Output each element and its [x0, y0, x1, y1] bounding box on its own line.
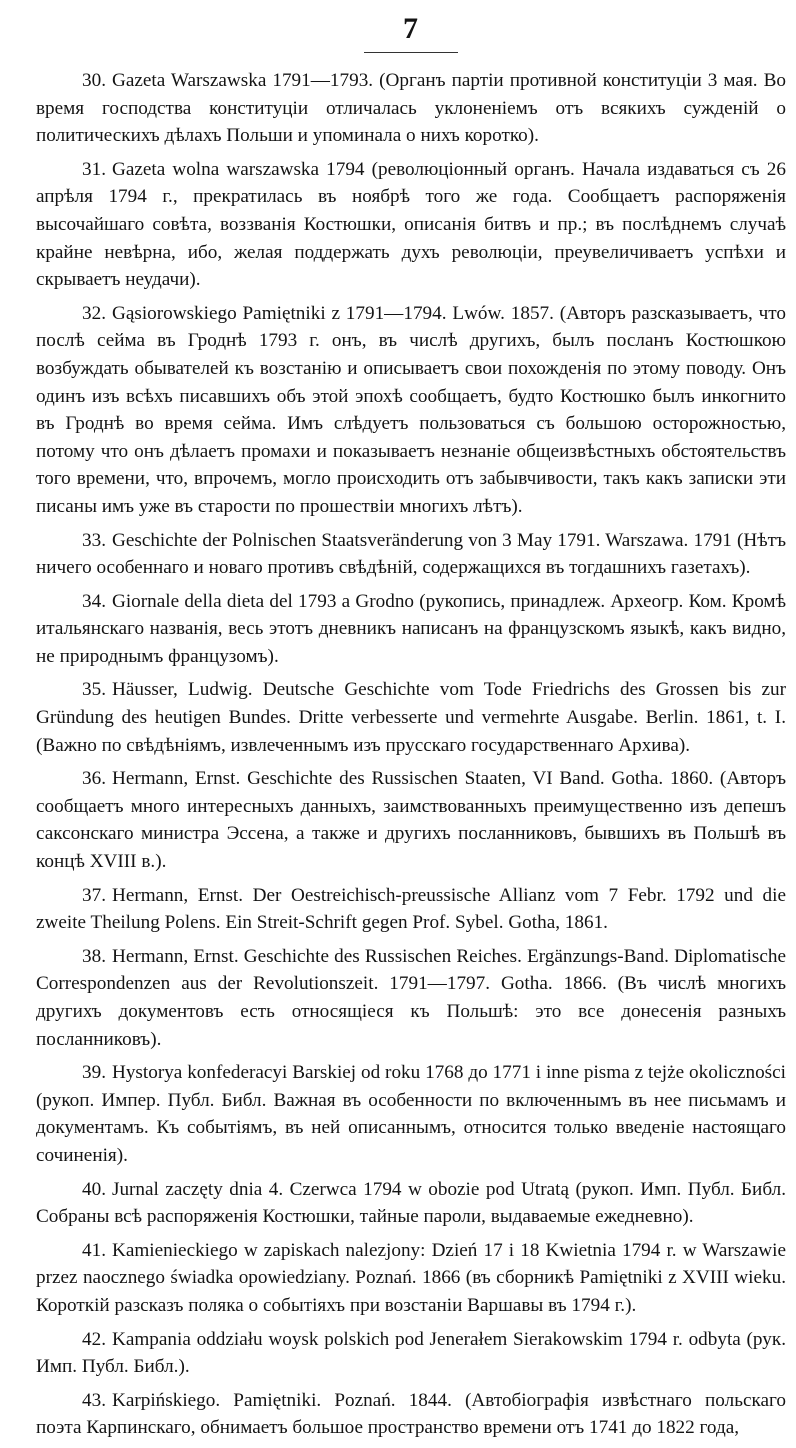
entry-number: 35. — [82, 679, 106, 701]
bibliography-entry — [36, 1237, 786, 1320]
bibliography-entry — [36, 765, 786, 875]
entry-number: 38. — [82, 945, 106, 967]
entry-text: Karpińskiego. Pamiętniki. Poznań. 1844. (Автобіографія извѣстнаго польскаго поэта Карпинскаго, обнимаетъ большое пространство времени отъ 1741 до 1822 года, — [36, 1389, 786, 1439]
page-number-rule — [364, 52, 458, 53]
entry-number: 30. — [82, 70, 106, 91]
entry-text: Hystorya konfederacyi Barskiej od roku 1768 до 1771 i inne pisma z tejże okoliczności (рукоп. Импер. Публ. Библ. Важная въ особенности по включеннымъ въ нее письмамъ и документамъ. Къ событіямъ, въ ней описаннымъ, относится только введеніе настоящаго сочиненія). — [36, 1062, 786, 1166]
bibliography-entry — [36, 1176, 786, 1231]
entry-number: 33. — [82, 529, 106, 551]
bibliography-entry — [36, 156, 786, 294]
entry-text: Gąsiorowskiego Pamiętniki z 1791—1794. Lwów. 1857. (Авторъ разсказываетъ, что послѣ сейма въ Гроднѣ 1793 г. онъ, въ числѣ другихъ, былъ посланъ Костюшкою возбуждать обывателей къ возстанію и описываетъ свои похожденія по этому поводу. Онъ одинъ изъ всѣхъ писавшихъ объ этой эпохѣ сообщаетъ, будто Костюшко былъ инкогнито въ Гроднѣ во время сейма. Имъ слѣдуетъ пользоваться съ большою осторожностью, потому что онъ дѣлаетъ промахи и показываетъ незнаніе общеизвѣстныхъ обстоятельствъ того времени, что, впрочемъ, могло происходить отъ забывчивости, такъ какъ записки эти писаны имъ уже въ старости по прошествіи многихъ лѣтъ). — [36, 302, 786, 517]
entry-text: Gazeta wolna warszawska 1794 (революціонный органъ. Начала издаваться съ 26 апрѣля 1794 г., прекратилась въ ноябрѣ того же года. Сообщаетъ распоряженія высочайшаго совѣта, воззванія Костюшки, описанія битвъ и пр.; въ послѣднемъ случаѣ крайне невѣрна, ибо, желая поддержать духъ революціи, преувеличиваетъ успѣхи и скрываетъ неудачи). — [36, 158, 786, 291]
entry-text: Giornale della dieta del 1793 a Grodno (рукопись, принадлеж. Археогр. Ком. Кромѣ итальянскаго названія, весь этотъ дневникъ написанъ на французскомъ языкѣ, какъ видно, не природнымъ французомъ). — [36, 590, 786, 667]
bibliography-entry — [36, 67, 786, 150]
page-number: 7 — [403, 12, 419, 45]
bibliography-entry — [36, 1387, 786, 1442]
entry-text: Geschichte der Polnischen Staatsveränderung von 3 May 1791. Warszawa. 1791 (Нѣтъ ничего особеннаго и новаго противъ свѣдѣній, содержащихся въ тогдашнихъ газетахъ). — [36, 529, 786, 579]
entry-number: 31. — [82, 158, 106, 180]
entry-number: 34. — [82, 590, 106, 612]
entry-number: 43. — [82, 1389, 106, 1411]
bibliography-entry — [36, 588, 786, 671]
entry-text: Hermann, Ernst. Der Oestreichisch-preussische Allianz vom 7 Febr. 1792 und die zweite Theilung Polens. Ein Streit-Schrift gegen Prof. Sybel. Gotha, 1861. — [36, 884, 786, 934]
entry-number: 40. — [82, 1178, 106, 1200]
entry-text: Gazeta Warszawska 1791—1793. (Органъ партіи противной конституціи 3 мая. Во время господства конституціи отличалась уклоненіемъ отъ всякихъ сужденій о политическихъ дѣлахъ Польши и упоминала о нихъ коротко). — [36, 70, 786, 147]
entry-text: Kampania oddziału woysk polskich pod Jenerałem Sierakowskim 1794 r. odbyta (рук. Имп. Публ. Библ.). — [36, 1328, 786, 1378]
entry-number: 39. — [82, 1062, 106, 1084]
document-page — [36, 0, 786, 1448]
entry-text: Häusser, Ludwig. Deutsche Geschichte vom Tode Friedrichs des Grossen bis zur Gründung des heutigen Bundes. Dritte verbesserte und vermehrte Ausgabe. Berlin. 1861, t. I. (Важно по свѣдѣніямъ, извлеченнымъ изъ прусскаго государственнаго Архива). — [36, 679, 786, 756]
entry-number: 36. — [82, 768, 106, 790]
entry-text: Jurnal zaczęty dnia 4. Czerwca 1794 w obozie pod Utratą (рукоп. Имп. Публ. Библ. Собраны всѣ распоряженія Костюшки, тайные пароли, выдаваемые ежедневно). — [36, 1178, 786, 1228]
bibliography-entry — [36, 1059, 786, 1169]
entry-number: 42. — [82, 1328, 106, 1350]
bibliography-entry — [36, 1326, 786, 1381]
bibliography-entry — [36, 943, 786, 1053]
bibliography-list — [36, 67, 786, 1442]
bibliography-entry — [36, 676, 786, 759]
bibliography-entry — [36, 527, 786, 582]
entry-number: 41. — [82, 1239, 106, 1261]
bibliography-entry — [36, 300, 786, 521]
bibliography-entry — [36, 882, 786, 937]
entry-text: Kamienieckiego w zapiskach nalezjony: Dzień 17 i 18 Kwietnia 1794 r. w Warszawie przez naocznego świadka opowiedziany. Poznań. 1866 (въ сборникѣ Pamiętniki z XVIII wieku. Короткій разсказъ поляка о событіяхъ при возстаніи Варшавы въ 1794 г.). — [36, 1239, 786, 1316]
entry-text: Hermann, Ernst. Geschichte des Russischen Staaten, VI Band. Gotha. 1860. (Авторъ сообщаетъ много интересныхъ данныхъ, заимствованныхъ преимущественно изъ депешъ саксонскаго министра Эссена, а также и другихъ посланниковъ, бывшихъ въ Польшѣ въ концѣ XVIII в.). — [36, 768, 786, 873]
entry-text: Hermann, Ernst. Geschichte des Russischen Reiches. Ergänzungs-Band. Diplomatische Correspondenzen aus der Revolutionszeit. 1791—1797. Gotha. 1866. (Въ числѣ многихъ другихъ документовъ есть относящіеся къ Польшѣ: это все донесенія разныхъ посланниковъ). — [36, 945, 786, 1050]
entry-number: 37. — [82, 884, 106, 906]
entry-number: 32. — [82, 302, 106, 324]
